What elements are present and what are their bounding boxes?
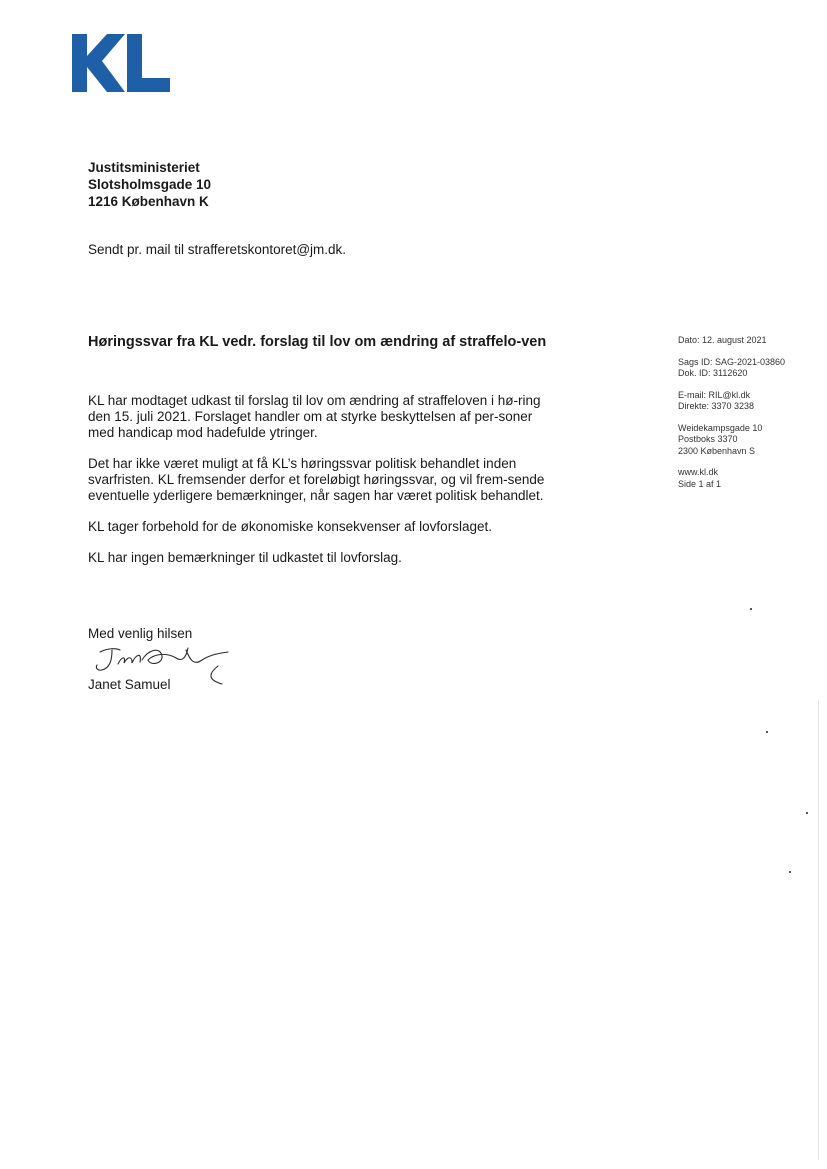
contact-email: E-mail: RIL@kl.dk bbox=[678, 389, 751, 400]
sender-street: Weidekampsgade 10 bbox=[678, 422, 763, 433]
letter-date: Dato: 12. august 2021 bbox=[678, 335, 767, 345]
scan-edge-line bbox=[818, 700, 819, 1160]
scan-speck bbox=[766, 731, 768, 733]
sender-pobox: Postboks 3370 bbox=[678, 434, 738, 444]
paragraph: KL tager forbehold for de økonomiske konsekvenser af lovforslaget. bbox=[88, 519, 492, 534]
signer-name: Janet Samuel bbox=[88, 677, 171, 692]
letter-subject: Høringssvar fra KL vedr. forslag til lov om ændring af straffelo-ven bbox=[88, 334, 547, 350]
sent-note: Sendt pr. mail til strafferetskontoret@jm.dk. bbox=[88, 242, 347, 257]
document-id: Dok. ID: 3112620 bbox=[678, 368, 748, 378]
recipient-address bbox=[88, 159, 211, 210]
paragraph: KL har ingen bemærkninger til udkastet til lovforslag. bbox=[88, 550, 402, 565]
scan-speck bbox=[750, 608, 752, 610]
sender-city: 2300 København S bbox=[678, 445, 756, 456]
kl-logo bbox=[72, 34, 172, 92]
case-id: Sags ID: SAG-2021-03860 bbox=[678, 356, 786, 367]
page-number: Side 1 af 1 bbox=[678, 478, 722, 489]
scan-speck bbox=[789, 871, 791, 873]
closing-greeting: Med venlig hilsen bbox=[88, 626, 193, 641]
website: www.kl.dk bbox=[678, 467, 719, 477]
contact-phone: Direkte: 3370 3238 bbox=[678, 401, 755, 411]
paragraph: KL har modtaget udkast til forslag til lov om ændring af straffeloven i hø-ring den 15. juli 2021. Forslaget handler om at styrke beskyttelsen af per-soner med handicap mod hadefulde ytringer. bbox=[88, 393, 541, 440]
paragraph: Det har ikke været muligt at få KL’s høringssvar politisk behandlet inden svarfristen. KL fremsender derfor et foreløbigt høringssvar, og vil frem-sende eventuelle yderligere bemærkninger, når sagen har været politisk behandlet. bbox=[88, 456, 545, 503]
sidebar-metadata bbox=[678, 335, 785, 500]
scan-speck bbox=[806, 812, 808, 814]
recipient-name: Justitsministeriet bbox=[88, 160, 200, 175]
recipient-street: Slotsholmsgade 10 bbox=[88, 177, 212, 192]
recipient-city: 1216 København K bbox=[88, 194, 209, 209]
letter-body bbox=[88, 393, 558, 581]
